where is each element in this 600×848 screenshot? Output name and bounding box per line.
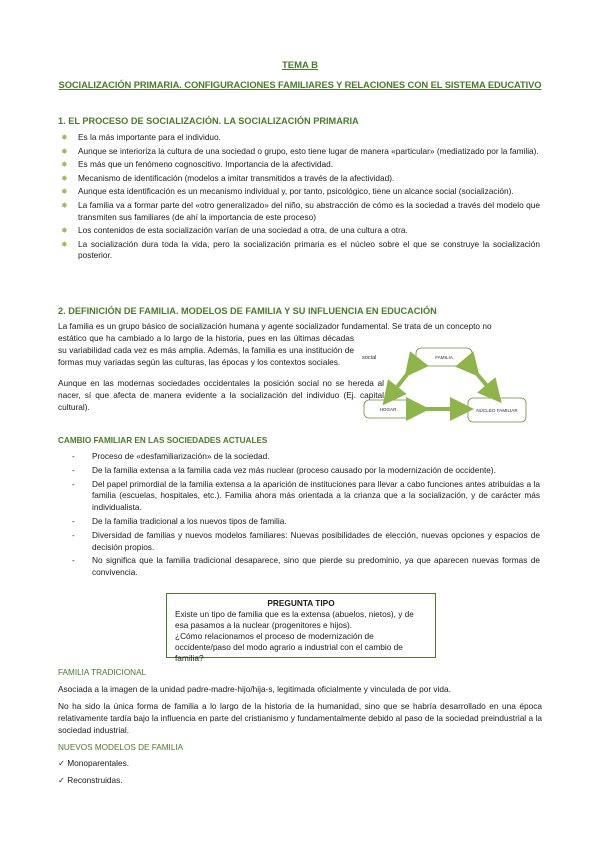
diagram-node-hogar-label: HOGAR: [379, 407, 397, 412]
pregunta-line: Existe un tipo de familia que es la extensa (abuelos, nietos), y de: [175, 609, 414, 619]
check-icon: ✓: [58, 775, 68, 785]
nuevos-heading: NUEVOS MODELOS DE FAMILIA: [58, 743, 184, 752]
diagram-social-label: social: [362, 355, 377, 361]
list-item: ✸ Los contenidos de esta socialización varían de una sociedad a otra, de una cultura a otra.: [61, 225, 408, 236]
dash-bullet-icon: -: [72, 555, 75, 566]
pregunta-line: esa pasamos a la nuclear (progenitores e hijos).: [175, 620, 353, 630]
star-bullet-icon: ✸: [61, 173, 68, 183]
dash-bullet-icon: -: [72, 478, 75, 489]
section1-heading: 1. EL PROCESO DE SOCIALIZACIÓN. LA SOCIALIZACIÓN PRIMARIA: [58, 116, 359, 126]
family-diagram: [360, 342, 542, 426]
dash-bullet-icon: -: [72, 515, 75, 526]
star-bullet-icon: ✸: [61, 226, 68, 236]
pregunta-question: ¿Cómo relacionamos el proceso de modernización de occidente/paso del modo agrario a industrial con el cambio de familia?: [175, 631, 403, 663]
star-bullet-icon: ✸: [61, 200, 68, 210]
section2-para2: Aunque en las modernas sociedades occidentales la posición social no se hereda al nacer, sí que afecta de manera evidente a la socialización del individuo (Ej. capital cultural).: [58, 378, 384, 412]
list-item: ✸ Es más que un fenómeno cognoscitivo. Importancia de la afectividad.: [61, 159, 334, 170]
cambio-list: [72, 451, 540, 581]
star-bullet-icon: ✸: [61, 146, 68, 156]
arrow-icon: [390, 368, 412, 396]
tradicional-para1: Asociada a la imagen de la unidad padre-madre-hijo/hija-s, legitimada oficialmente y vinculada de por vida.: [58, 684, 451, 694]
check-icon: ✓: [58, 758, 68, 768]
pregunta-tipo-box: [166, 593, 436, 663]
list-item: ✸ Aunque se interioriza la cultura de una sociedad o grupo, esto tiene lugar de manera «particular» (mediatizado por la familia).: [61, 145, 539, 156]
page-subtitle: SOCIALIZACIÓN PRIMARIA. CONFIGURACIONES FAMILIARES Y RELACIONES CON EL SISTEMA EDUCATIVO: [58, 79, 542, 90]
cambio-heading: CAMBIO FAMILIAR EN LAS SOCIEDADES ACTUALES: [58, 436, 268, 445]
list-item: ✓ Reconstruidas.: [58, 775, 123, 785]
list-item: ✸ La socialización dura toda la vida, pero la socialización primaria es el núcleo sobre el que se construye la socialización posterior.: [61, 238, 540, 261]
tradicional-para2: No ha sido la única forma de familia a lo largo de la historia de la humanidad, sino que se habría desarrollado en una época relativamente tardía bajo la influencia en parte del cristianismo y fundamentalmente debido al paso de la sociedad preindustrial a la sociedad industrial.: [58, 701, 542, 735]
list-item: ✸ Es la más importante para el individuo.: [61, 132, 221, 142]
section2-para1-first-line: La familia es un grupo básico de socialización humana y agente socializador fundamental. Se trata de un concepto no: [58, 321, 492, 331]
section2-para1: estático que ha cambiado a lo largo de la historia, pues en las últimas décadas su variabilidad cada vez es más amplia. Además, la familia es una institución de formas muy variadas según las culturas, las épocas y los contextos sociales.: [58, 333, 354, 367]
star-bullet-icon: ✸: [61, 160, 68, 170]
dash-bullet-icon: -: [72, 529, 75, 540]
star-bullet-icon: ✸: [61, 239, 68, 249]
list-item: - Diversidad de familias y nuevos modelos familiares: Nuevas posibilidades de elección, nuevas opciones y espacios de decisión propios.: [72, 529, 540, 552]
page-title: TEMA B: [281, 60, 319, 71]
diagram-node-familia-label: FAMILIA: [435, 355, 453, 360]
star-bullet-icon: ✸: [61, 133, 68, 142]
list-item: ✓ Monoparentales.: [58, 758, 130, 768]
dash-bullet-icon: -: [72, 451, 75, 461]
list-item: - No significa que la familia tradicional desaparece, sino que pierde su predominio, ya que aparecen nuevas formas de convivencia.: [72, 555, 540, 578]
arrow-icon: [472, 368, 494, 394]
diagram-node-nucleo-label: NÚCLEO FAMILIAR: [476, 408, 518, 413]
list-item: - Proceso de «desfamiliarización» de la sociedad.: [72, 451, 270, 461]
list-item: ✸ Aunque esta identificación es un mecanismo individual y, por tanto, psicológico, tiene un alcance social (socialización).: [61, 186, 514, 197]
list-item: - De la familia tradicional a los nuevos tipos de familia.: [72, 515, 287, 526]
pregunta-title: PREGUNTA TIPO: [267, 598, 335, 608]
list-item: - Del papel primordial de la familia extensa a la aparición de instituciones para llevar a cabo funciones antes atribuidas a la familia (escuelas, hospitales, etc.). Familia ahora más orientada a la crianza que a la socialización, y de carácter más individualista.: [72, 478, 540, 513]
list-item: - De la familia extensa a la familia cada vez más nuclear (proceso causado por la modernización de occidente).: [72, 464, 496, 475]
tradicional-heading: FAMILIA TRADICIONAL: [58, 668, 147, 677]
list-item: ✸ Mecanismo de identificación (modelos a imitar transmitidos a través de la afectividad).: [61, 172, 395, 183]
section1-list: [58, 132, 540, 264]
section2-heading: 2. DEFINICIÓN DE FAMILIA. MODELOS DE FAMILIA Y SU INFLUENCIA EN EDUCACIÓN: [58, 306, 437, 316]
list-item: ✸ La familia va a formar parte del «otro generalizado» del niño, su abstracción de cómo es la sociedad a través del modelo que transmiten sus familiares (de ahí la importancia de este proceso): [61, 199, 540, 222]
dash-bullet-icon: -: [72, 464, 75, 475]
star-bullet-icon: ✸: [61, 187, 68, 197]
